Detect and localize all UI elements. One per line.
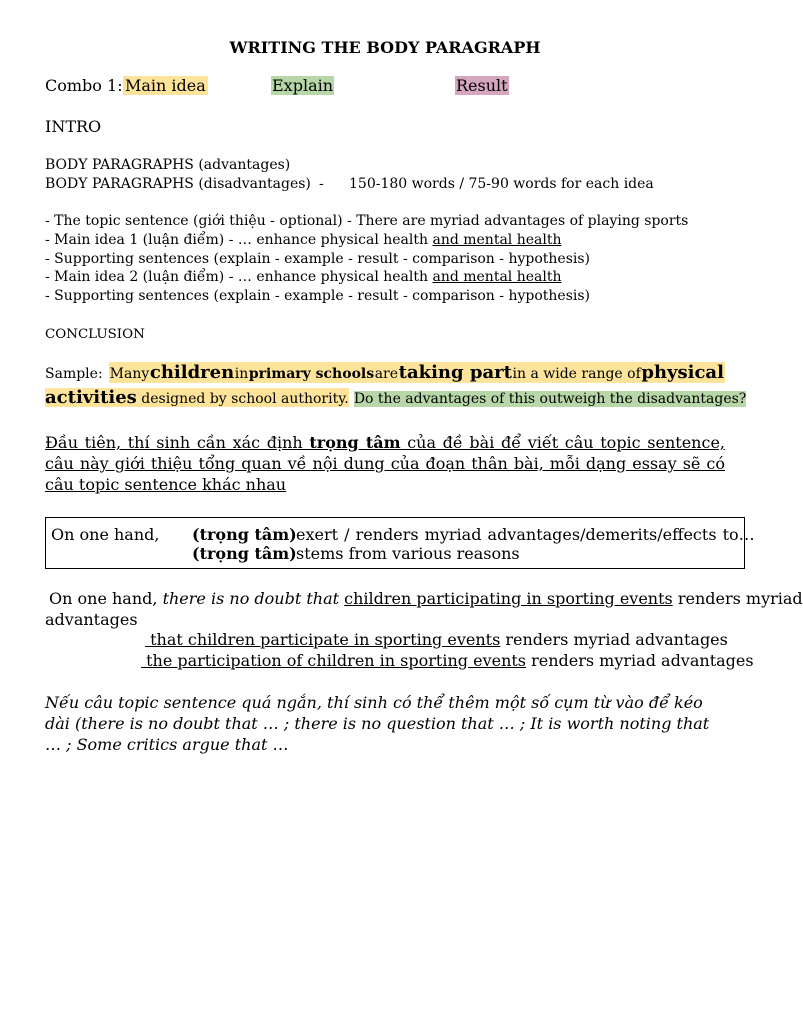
bullet-supporting-2: - Supporting sentences (explain - example - result - comparison - hypothesis) (45, 288, 591, 304)
sample-keyword-physical: physical (641, 362, 724, 383)
box-on-one-hand: On one hand, (51, 525, 160, 544)
example-line-1 (49, 589, 803, 608)
bullet-supporting-1: - Supporting sentences (explain - example - result - comparison - hypothesis) (45, 251, 591, 267)
explanation-text: của đề bài để viết câu topic sentence, câu này giới thiệu tổng quan về nội dung của đoạn thân bài, mỗi dạng essay sẽ có câu topic sentence khác nhau (45, 433, 725, 494)
bullet-text: - Main idea 1 (luận điểm) - … enhance physical health (45, 232, 433, 248)
page-title: WRITING THE BODY PARAGRAPH (229, 38, 541, 57)
bullet-main-idea-2 (45, 269, 562, 285)
sample-keyword-taking-part: taking part (398, 362, 512, 383)
body-disadvantages-heading: BODY PARAGRAPHS (disadvantages) (45, 176, 311, 192)
sample-keyword-children: children (149, 362, 235, 383)
sample-word: in (234, 366, 249, 382)
explanation-keyword: trọng tâm (309, 433, 401, 452)
explanation-text: Đầu tiên, thí sinh cần xác định (45, 433, 310, 452)
sample-question: Do the advantages of this outweigh the disadvantages? (353, 391, 747, 407)
bullet-main-idea-1 (45, 232, 562, 248)
sample-word: in a wide range of (512, 366, 641, 382)
body-advantages-heading: BODY PARAGRAPHS (advantages) (45, 157, 291, 173)
example-subject: children participating in sporting events (344, 589, 673, 608)
conclusion-heading: CONCLUSION (45, 327, 145, 342)
combo-main-idea: Main idea (125, 76, 206, 95)
example-text: renders myriad (672, 589, 803, 608)
intro-heading: INTRO (45, 117, 102, 136)
example-line-2 (145, 630, 728, 649)
bullet-underlined: and mental health (432, 232, 562, 248)
combo-label: Combo 1: (45, 76, 123, 95)
word-count-dash: - (319, 176, 324, 192)
sample-highlight-2 (45, 388, 349, 407)
box-line-2: stems from various reasons (296, 544, 520, 563)
sample-word: are (374, 366, 399, 382)
topic-sentence-template-box (45, 517, 755, 569)
example-line-1-wrap: advantages (45, 610, 138, 629)
bullet-text: - Main idea 2 (luận điểm) - … enhance physical health (45, 269, 433, 285)
example-italic: there is no doubt that (162, 589, 340, 608)
bullet-underlined: and mental health (432, 269, 562, 285)
example-text: On one hand, (49, 589, 163, 608)
sample-word: Many (109, 366, 150, 382)
example-subject: that children participate in sporting events (145, 630, 501, 649)
word-count: 150-180 words / 75-90 words for each idea (349, 176, 654, 192)
box-line-1: exert / renders myriad advantages/demerits/effects to… (296, 525, 755, 544)
sample-line-1 (45, 362, 725, 383)
sample-keyword-activities: activities (45, 387, 137, 408)
sample-highlight-1 (109, 362, 725, 383)
sample-label: Sample: (45, 366, 103, 382)
extension-note: Nếu câu topic sentence quá ngắn, thí sinh có thể thêm một số cụm từ vào để kéo dài (there is no doubt that … ; there is no question that … ; It is worth noting that … ; Some critics argue that … (45, 693, 710, 754)
topic-sentence-explanation (45, 432, 725, 495)
box-trong-tam-2: (trọng tâm) (192, 544, 297, 563)
example-text: renders myriad advantages (500, 630, 728, 649)
sample-word: designed by school authority. (136, 391, 349, 407)
box-trong-tam-1: (trọng tâm) (192, 525, 297, 544)
example-subject: the participation of children in sporting events (141, 651, 527, 670)
bullet-topic-sentence: - The topic sentence (giới thiệu - optional) - There are myriad advantages of playing sports (45, 213, 689, 229)
sample-line-2 (45, 387, 746, 408)
example-line-3 (141, 651, 754, 670)
sample-keyword-primary-schools: primary schools (248, 366, 375, 382)
example-text: renders myriad advantages (526, 651, 754, 670)
combo-explain: Explain (272, 76, 334, 95)
combo-result: Result (456, 76, 508, 95)
